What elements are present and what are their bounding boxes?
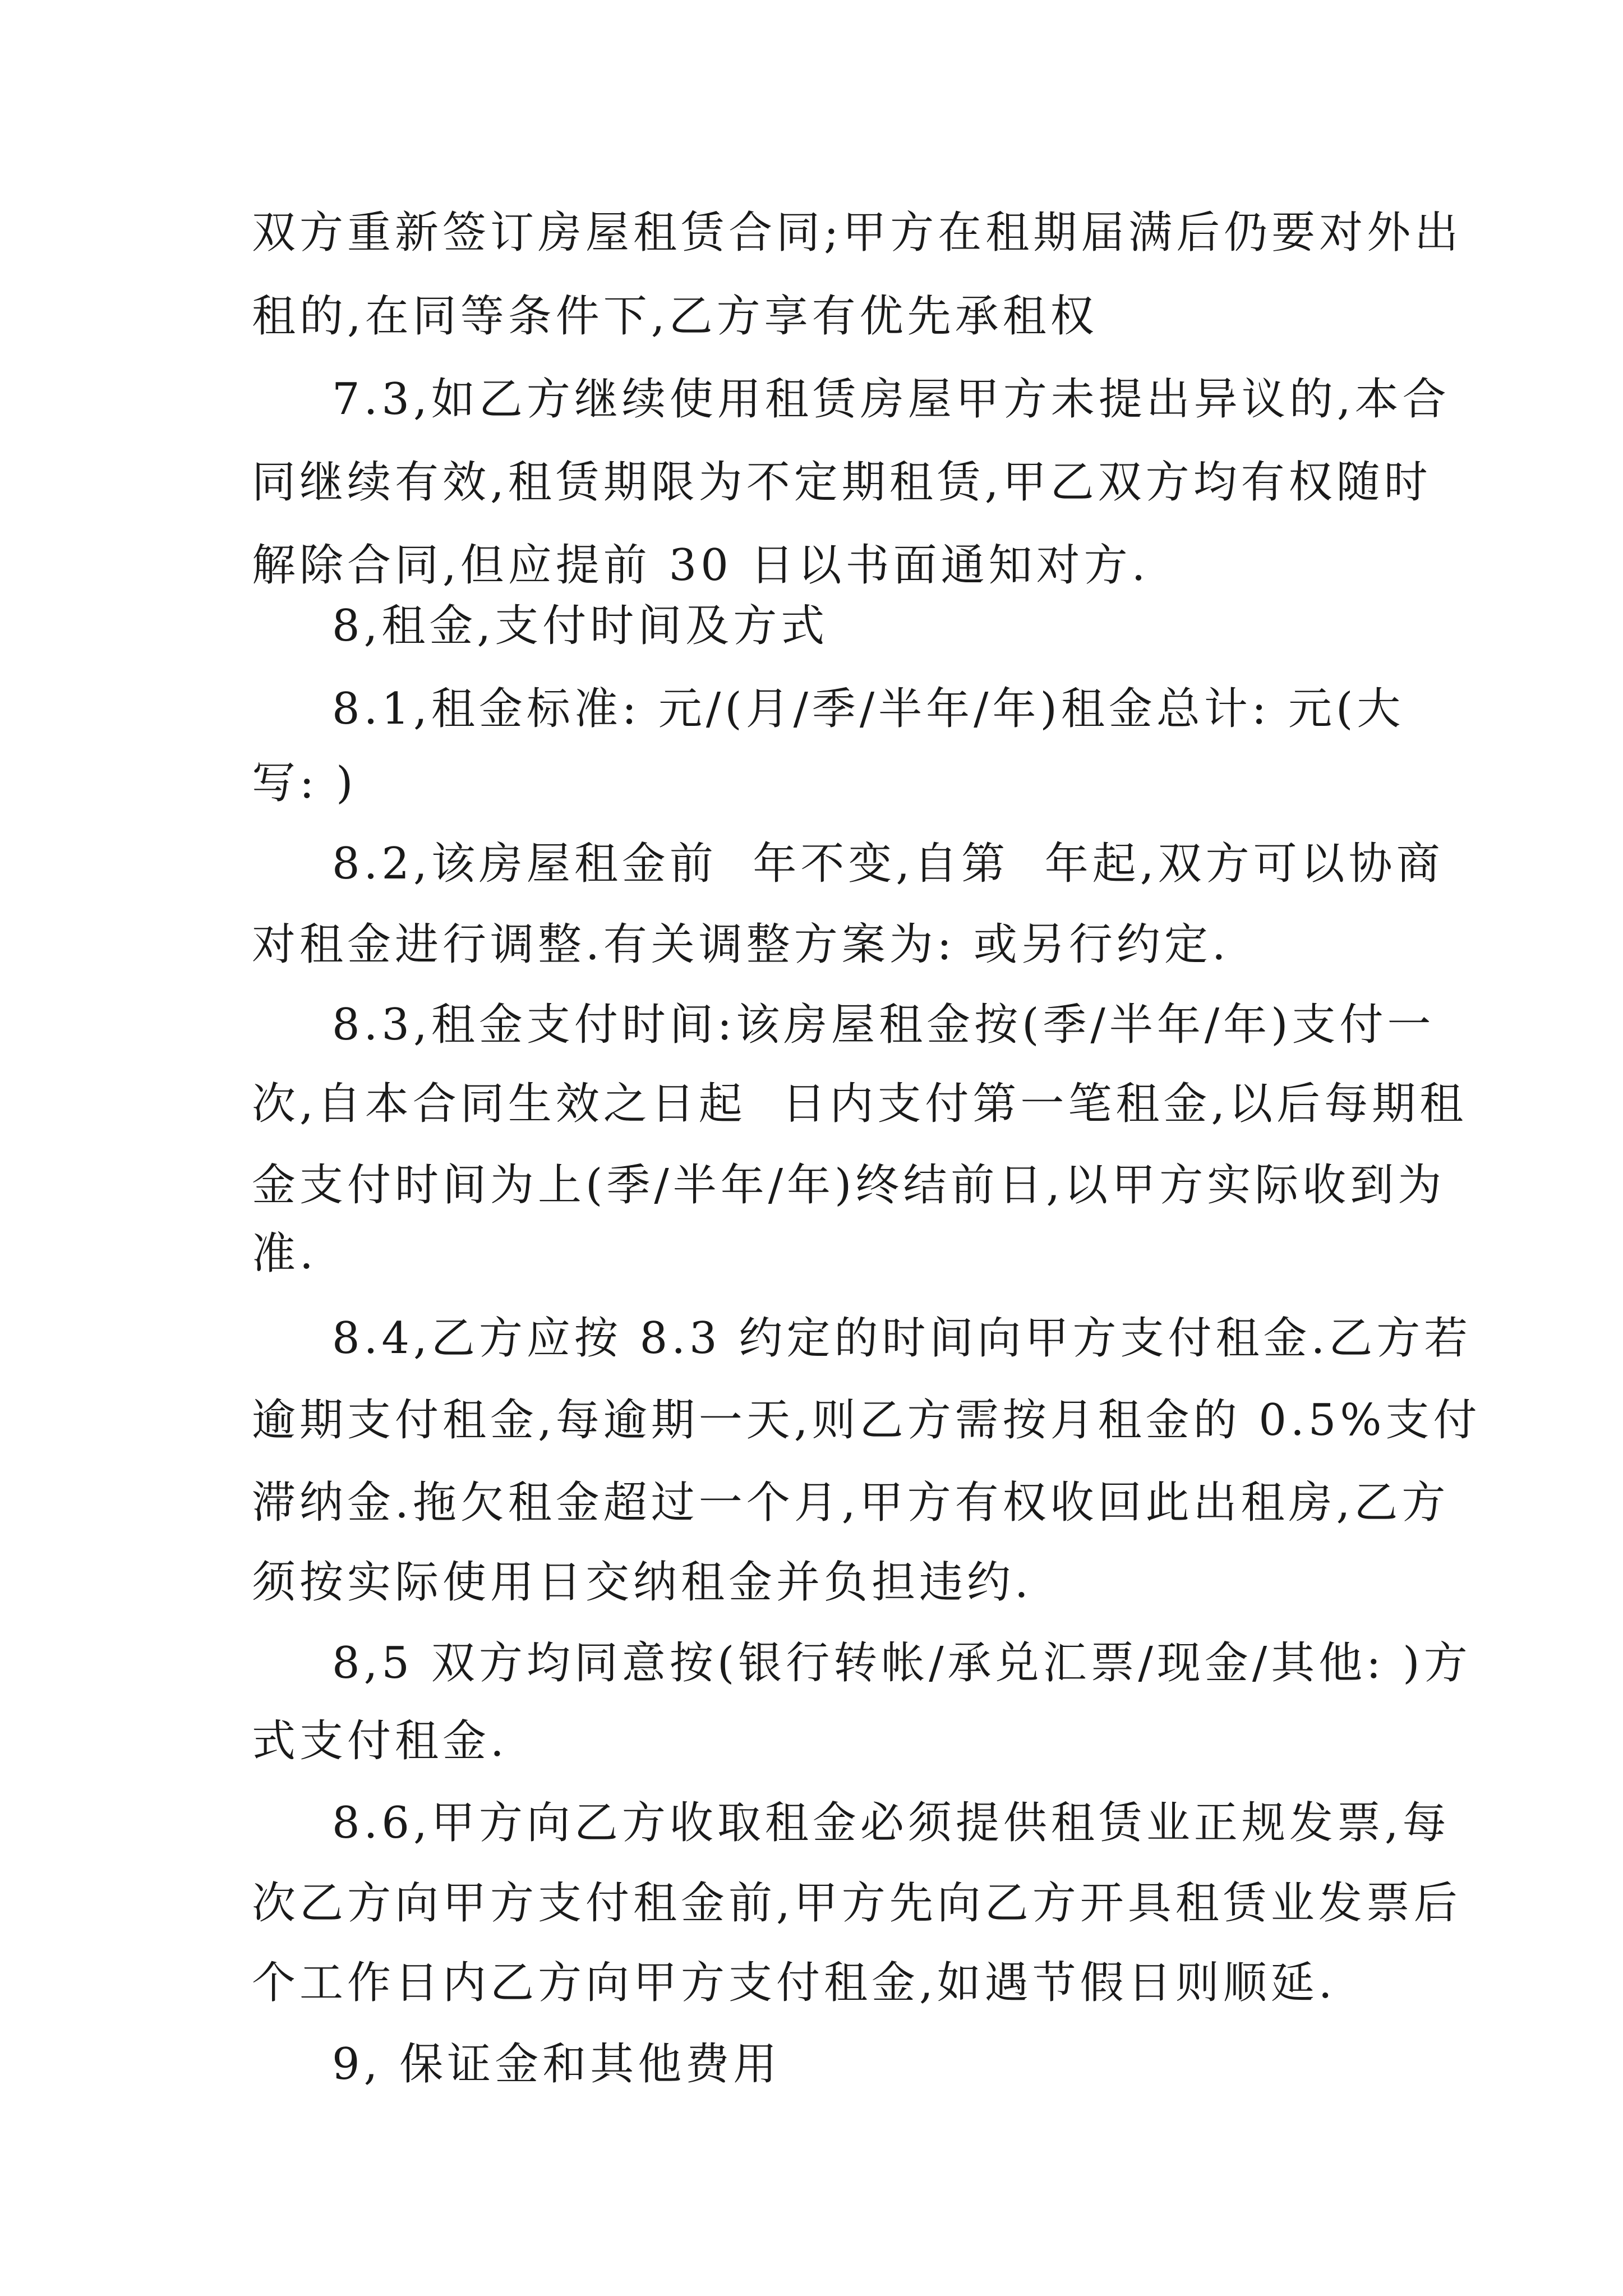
text-line: 须按实际使用日交纳租金并负担违约. — [252, 1557, 1032, 1608]
text-line: 8.6,甲方向乙方收取租金必须提供租赁业正规发票,每 — [332, 1798, 1450, 1848]
text-line: 租的,在同等条件下,乙方享有优先承租权 — [252, 291, 1098, 342]
text-line: 式支付租金. — [252, 1716, 508, 1766]
text-line: 同继续有效,租赁期限为不定期租赁,甲乙双方均有权随时 — [252, 457, 1432, 508]
text-line: 8.1,租金标准: 元/(月/季/半年/年)租金总计: 元(大 — [332, 684, 1405, 734]
text-line: 解除合同,但应提前 30 日以书面通知对方. — [252, 540, 1150, 591]
text-line: 金支付时间为上(季/半年/年)终结前日,以甲方实际收到为 — [252, 1160, 1446, 1211]
text-line: 个工作日内乙方向甲方支付租金,如遇节假日则顺延. — [252, 1958, 1336, 2008]
text-line: 8.2,该房屋租金前 年不变,自第 年起,双方可以协商 — [332, 839, 1444, 889]
text-line: 滞纳金.拖欠租金超过一个月,甲方有权收回此出租房,乙方 — [252, 1478, 1450, 1528]
text-line: 对租金进行调整.有关调整方案为: 或另行约定. — [252, 919, 1230, 970]
text-line: 次,自本合同生效之日起 日内支付第一笔租金,以后每期租 — [252, 1079, 1468, 1129]
text-line: 8,5 双方均同意按(银行转帐/承兑汇票/现金/其他: )方 — [332, 1638, 1472, 1688]
text-line: 9, 保证金和其他费用 — [332, 2039, 781, 2090]
text-line: 准. — [252, 1228, 317, 1279]
text-line: 写: ) — [252, 758, 357, 808]
text-line: 8.4,乙方应按 8.3 约定的时间向甲方支付租金.乙方若 — [332, 1313, 1472, 1364]
text-line: 双方重新签订房屋租赁合同;甲方在租期届满后仍要对外出 — [252, 208, 1463, 258]
text-line: 8,租金,支付时间及方式 — [332, 601, 829, 651]
text-line: 次乙方向甲方支付租金前,甲方先向乙方开具租赁业发票后 — [252, 1878, 1461, 1929]
text-line: 8.3,租金支付时间:该房屋租金按(季/半年/年)支付一 — [332, 1000, 1435, 1050]
text-line: 7.3,如乙方继续使用租赁房屋甲方未提出异议的,本合 — [332, 374, 1450, 425]
text-line: 逾期支付租金,每逾期一天,则乙方需按月租金的 0.5%支付 — [252, 1395, 1481, 1446]
